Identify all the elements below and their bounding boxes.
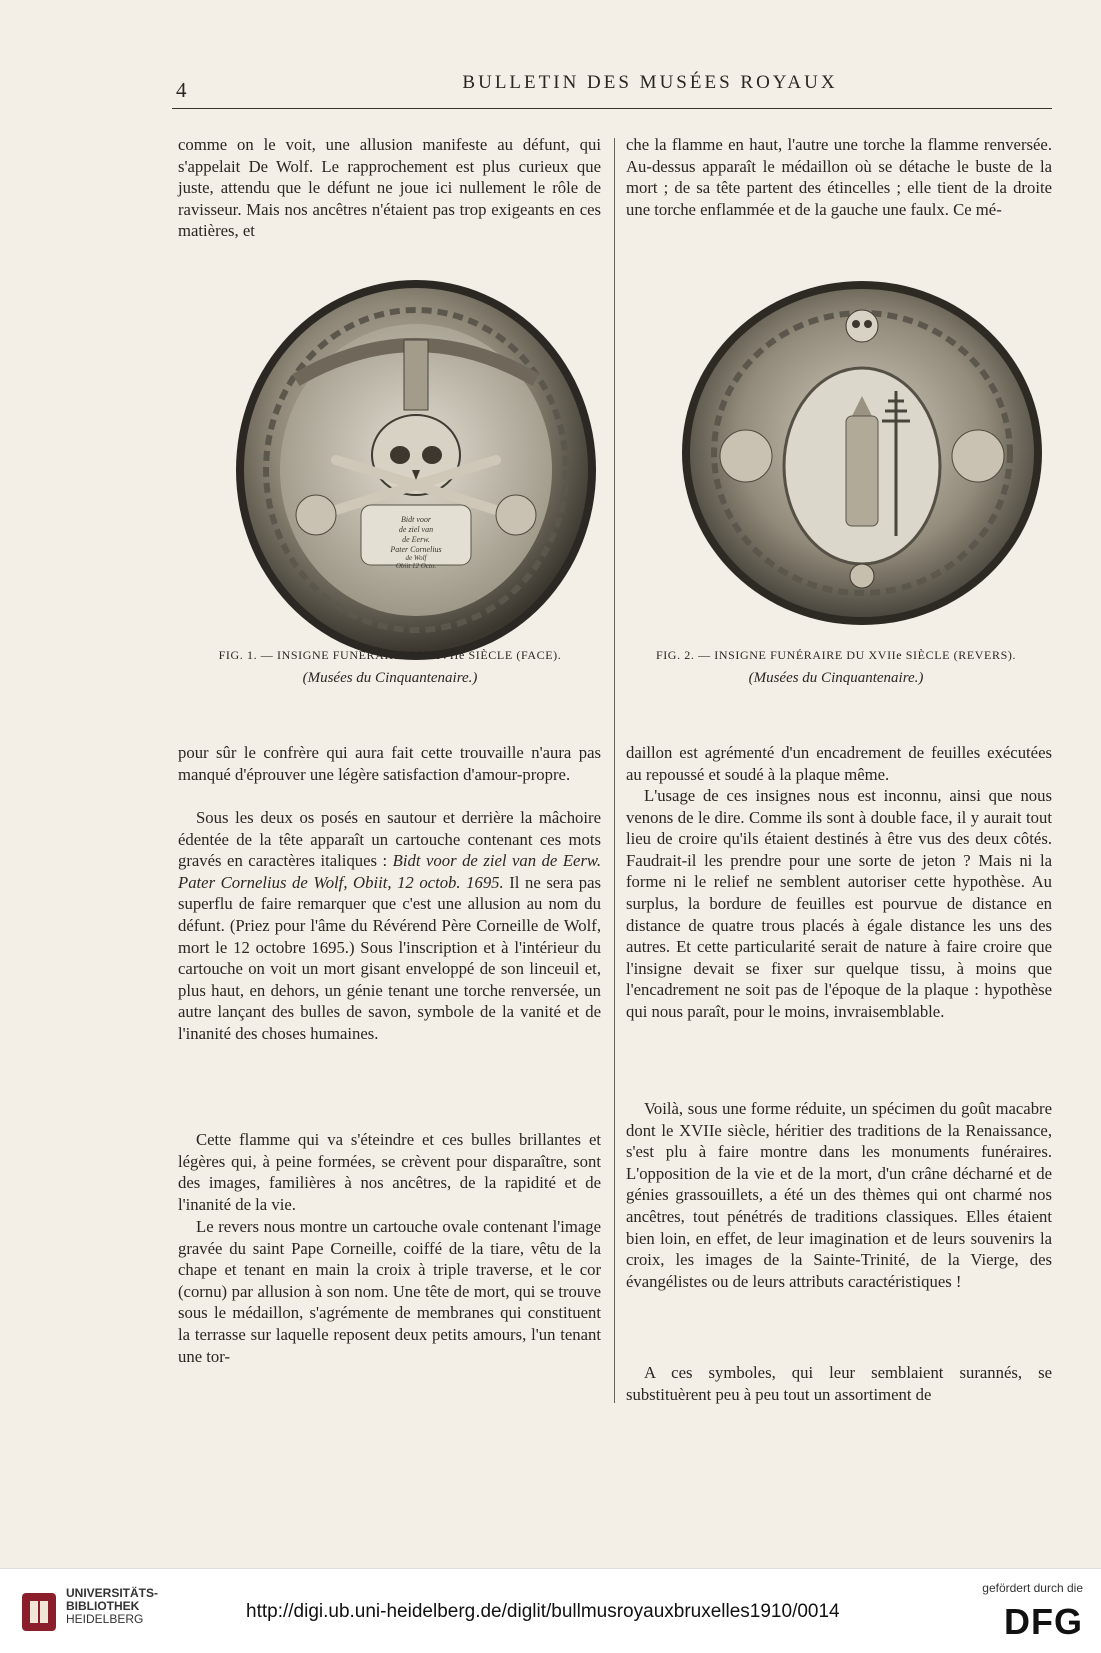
left-paragraph-1: pour sûr le confrère qui aura fait cette trouvaille n'aura pas manqué d'éprouver une légère satisfaction d'amour-propre. bbox=[178, 743, 601, 784]
library-name-line-3: HEIDELBERG bbox=[66, 1612, 144, 1626]
running-title: BULLETIN DES MUSÉES ROYAUX bbox=[462, 72, 838, 93]
header-rule bbox=[172, 108, 1052, 109]
funding-note: gefördert durch die bbox=[982, 1581, 1083, 1595]
inscription-italic: Bidt voor de ziel van de Eerw. Pater Cornelius de Wolf, Obiit, 12 octob. 1695. bbox=[178, 851, 601, 892]
footer-bar bbox=[0, 1568, 1101, 1653]
figure-1-medallion-face bbox=[226, 270, 606, 670]
column-divider bbox=[614, 138, 615, 1403]
right-paragraph-2: L'usage de ces insignes nous est inconnu, ainsi que nous venons de le dire. Comme ils sont à double face, il y aurait tout lieu de croire qu'ils étaient destinés à être vus des deux côtés. Faudrait-il les prendre pour une sorte de jeton ? Mais ni la forme ni le relief ne semblent autoriser cette hypothèse. Au surplus, la bordure de feuilles est pourvue de distance en distance de quatre trous placés à égale distance les uns des autres. Et cette particularité serait de nature à faire croire que l'insigne devait se fixer sur quelque tissu, à moins que l'encadrement ne soit pas de l'époque de la plaque : hypothèse qui nous paraît, pour le moins, invraisemblable. bbox=[626, 786, 1052, 1021]
cartouche-line-1: Bidt voor bbox=[401, 515, 431, 524]
library-name-line-2: BIBLIOTHEK bbox=[66, 1599, 140, 1613]
left-paragraph-2 bbox=[178, 807, 601, 1045]
cartouche-line-3: de Eerw. bbox=[402, 535, 430, 544]
page-number: 4 bbox=[176, 78, 187, 102]
cartouche-line-6: Obiit 12 Octo. bbox=[395, 562, 437, 570]
cartouche-line-5: de Wolf bbox=[405, 554, 427, 562]
left-top-paragraph: comme on le voit, une allusion manifeste au défunt, qui s'appelait De Wolf. Le rapprochement est plus curieux que juste, attendu que le défunt ne joue ici nullement le rôle de ravisseur. Mais nos ancêtres n'étaient pas trop exigeants en ces matières, et bbox=[178, 135, 601, 241]
figure-2-medallion-reverse bbox=[676, 276, 1048, 630]
figure-1-caption: FIG. 1. — INSIGNE FUNÉRAIRE DU XVIIe SIÈCLE (FACE). bbox=[218, 648, 562, 662]
figure-2-caption: FIG. 2. — INSIGNE FUNÉRAIRE DU XVIIe SIÈCLE (REVERS). bbox=[655, 648, 1017, 662]
right-paragraph-4: A ces symboles, qui leur semblaient surannés, se substituèrent peu à peu tout un assortiment de bbox=[626, 1363, 1052, 1404]
cartouche-line-2: de ziel van bbox=[398, 525, 434, 534]
figure-1-credit: (Musées du Cinquantenaire.) bbox=[302, 670, 478, 686]
dfg-logo: DFG bbox=[1004, 1601, 1083, 1642]
cartouche-line-4: Pater Cornelius bbox=[390, 545, 442, 554]
right-paragraph-3: Voilà, sous une forme réduite, un spécimen du goût macabre dont le XVIIe siècle, héritier des traditions de la Renaissance, s'est plu à faire montre dans les monuments funéraires. L'opposition de la vie et de la mort, d'un crâne décharné et de génies grassouillets, a été un des thèmes qui ont charmé nos ancêtres, tout pénétrés de traditions classiques. Elles étaient bien loin, en effet, de leur imagination et de leurs souvenirs la croix, les images de la Sainte-Trinité, de la Vierge, des évangélistes ou de leurs attributs caractéristiques ! bbox=[626, 1099, 1052, 1291]
left-paragraph-4: Le revers nous montre un cartouche ovale contenant l'image gravée du saint Pape Corneille, coiffé de la tiare, vêtu de la chape et tenant en main la croix à triple traverse, et le cor (cornu) par allusion à son nom. Une tête de mort, qui se trouve sous le médaillon, s'agrémente de membranes qui constituent la terrasse sur laquelle reposent deux petits amours, l'un tenant une tor- bbox=[178, 1217, 601, 1366]
left-paragraph-2-start: Sous les deux os posés en sautour et derrière la mâchoire édentée de la tête apparaît un cartouche contenant ces mots gravés en caractères italiques : bbox=[178, 808, 601, 871]
library-name-line-1: UNIVERSITÄTS- bbox=[66, 1586, 159, 1600]
left-paragraph-2-end: Il ne sera pas superflu de faire remarquer que c'est une allusion au nom du défunt. (Priez pour l'âme du Révérend Père Corneille de Wolf, mort le 12 octobre 1695.) Sous l'inscription et à l'intérieur du cartouche on voit un mort gisant enveloppé de son linceuil et, plus haut, en dehors, un génie tenant une torche renversée, un autre lançant des bulles de savon, symbole de la vanité et de l'inanité des choses humaines. bbox=[178, 872, 601, 1043]
source-url-link[interactable]: http://digi.ub.uni-heidelberg.de/diglit/bullmusroyauxbruxelles1910/0014 bbox=[246, 1601, 840, 1622]
right-paragraph-1: daillon est agrémenté d'un encadrement de feuilles exécutées au repoussé et soudé à la plaque même. bbox=[626, 743, 1052, 784]
left-paragraph-3: Cette flamme qui va s'éteindre et ces bulles brillantes et légères qui, à peine formées, se crèvent pour disparaître, sont des images, familières à nos ancêtres, de la rapidité et de l'inanité de la vie. bbox=[178, 1130, 601, 1214]
library-name bbox=[66, 1587, 158, 1626]
right-top-paragraph: che la flamme en haut, l'autre une torche la flamme renversée. Au-dessus apparaît le médaillon où se détache le buste de la mort ; de sa tête partent des étincelles ; elle tient de la droite une torche enflammée et de la gauche une faulx. Ce mé- bbox=[626, 135, 1052, 219]
university-seal-icon bbox=[20, 1591, 58, 1633]
figure-2-credit: (Musées du Cinquantenaire.) bbox=[748, 670, 924, 686]
